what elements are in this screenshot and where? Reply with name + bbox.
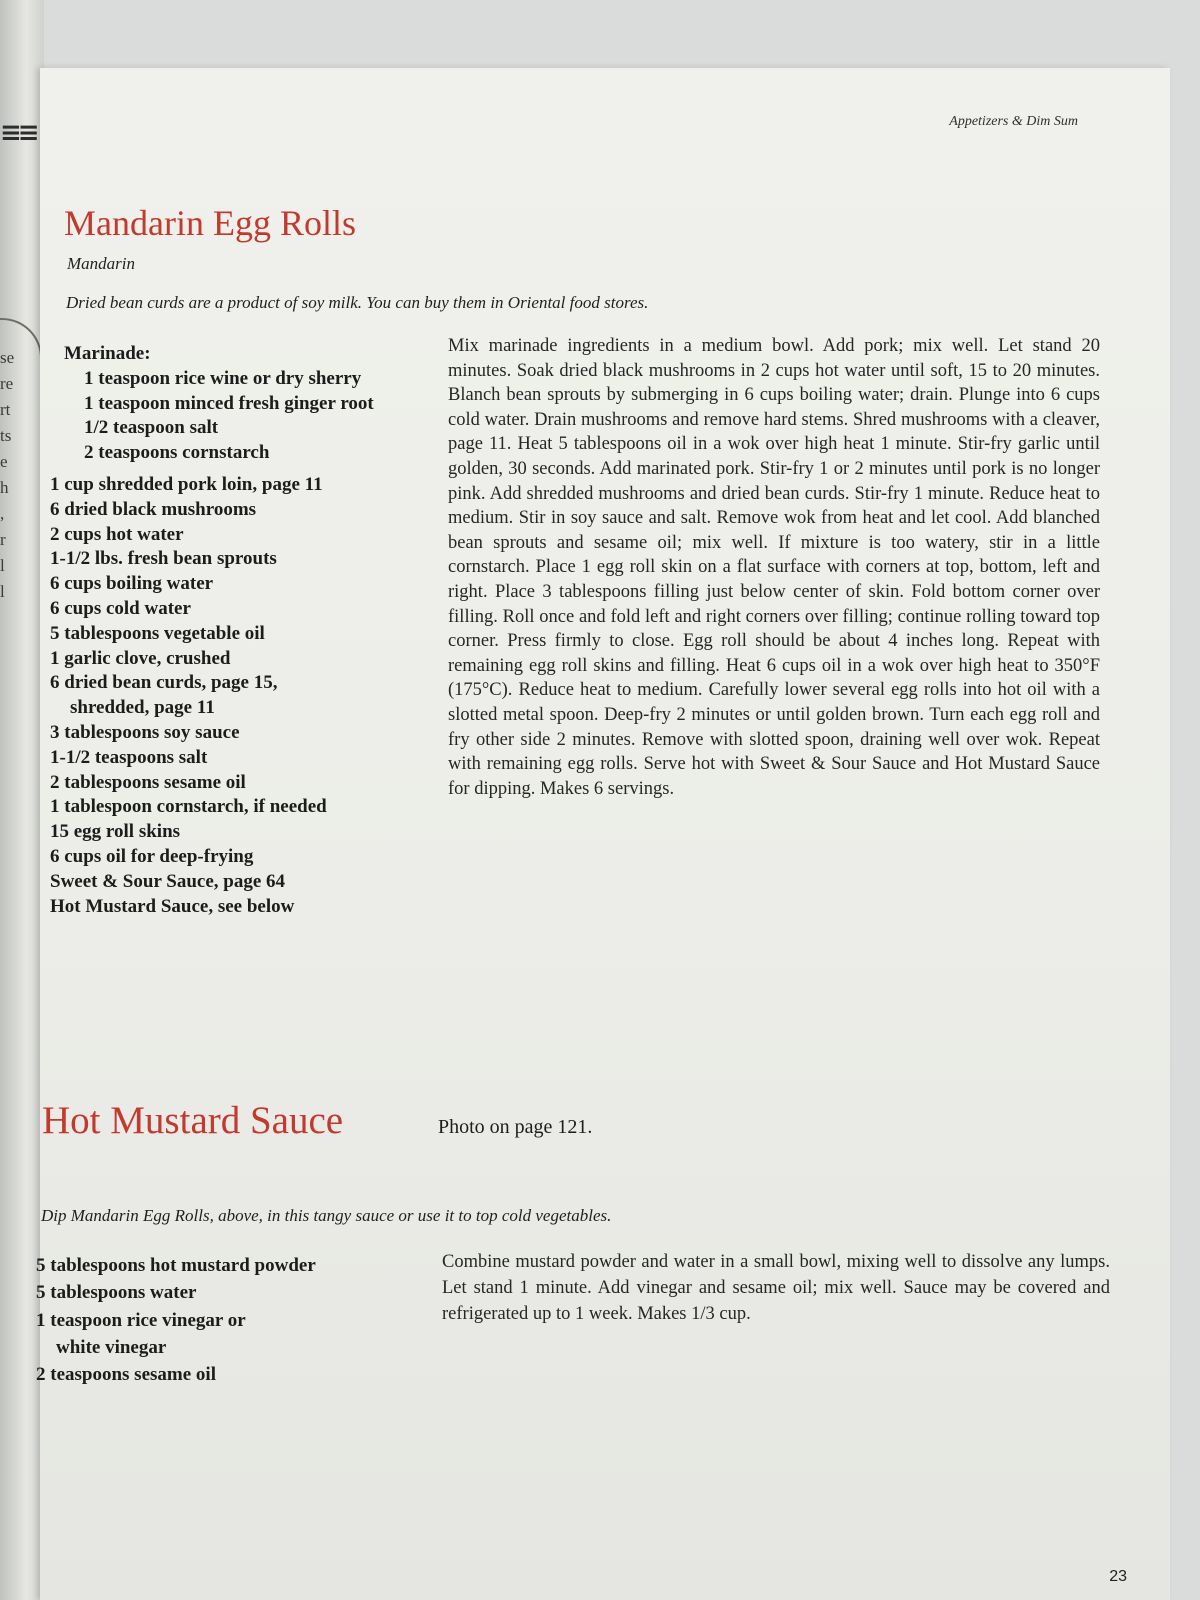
marinade-ingredient: 1 teaspoon minced fresh ginger root xyxy=(84,392,374,414)
text-fragment: e xyxy=(0,452,8,471)
text-fragment: l xyxy=(0,582,5,601)
text-fragment: l xyxy=(0,556,5,575)
ingredient: Sweet & Sour Sauce, page 64 xyxy=(50,870,286,892)
previous-page-text-fragments xyxy=(0,345,20,605)
ingredient: 1 tablespoon cornstarch, if needed xyxy=(50,796,327,818)
ingredient: 1-1/2 lbs. fresh bean sprouts xyxy=(50,548,277,570)
photo-reference: Photo on page 121. xyxy=(438,1116,593,1138)
ingredient: 5 tablespoons hot mustard powder xyxy=(36,1255,316,1276)
ingredient: Hot Mustard Sauce, see below xyxy=(50,895,295,917)
ingredient: 6 cups boiling water xyxy=(50,573,214,595)
recipe-intro-mustard-sauce: Dip Mandarin Egg Rolls, above, in this tangy sauce or use it to top cold vegetables. xyxy=(41,1206,612,1225)
marinade-ingredient: 1/2 teaspoon salt xyxy=(84,417,219,439)
ingredient: 6 dried bean curds, page 15, xyxy=(50,672,278,694)
ingredient: 3 tablespoons soy sauce xyxy=(50,721,240,743)
ingredient: 1 cup shredded pork loin, page 11 xyxy=(50,473,323,495)
marinade-ingredient: 1 teaspoon rice wine or dry sherry xyxy=(84,367,362,389)
marinade-heading: Marinade: xyxy=(64,343,151,364)
marinade-ingredient: 2 teaspoons cornstarch xyxy=(84,442,270,464)
ingredient: 5 tablespoons vegetable oil xyxy=(50,622,265,644)
text-fragment: rt xyxy=(0,400,11,419)
text-fragment: ts xyxy=(0,426,12,445)
ingredient-list-egg-rolls xyxy=(50,342,445,919)
recipe-cuisine-subtitle: Mandarin xyxy=(67,254,135,273)
ingredient: 6 cups cold water xyxy=(50,597,191,619)
page-number: 23 xyxy=(1109,1568,1127,1585)
ingredient-list-mustard-sauce xyxy=(36,1252,416,1388)
ingredient: 15 egg roll skins xyxy=(50,821,181,843)
cookbook-page xyxy=(36,68,1170,1600)
recipe-method-mustard-sauce: Combine mustard powder and water in a small bowl, mixing well to dissolve any lumps. Let stand 1 minute. Add vinegar and sesame oil; mix well. Sauce may be covered and refrigerated up to 1 week. Makes 1/3 cup. xyxy=(442,1252,1110,1324)
running-head: Appetizers & Dim Sum xyxy=(949,114,1078,129)
ingredient: 2 teaspoons sesame oil xyxy=(36,1364,216,1386)
ingredient: 6 dried black mushrooms xyxy=(50,498,257,520)
text-fragment: re xyxy=(0,374,14,393)
greek-key-ornament-icon: ≡≡ xyxy=(0,118,36,148)
ingredient: 2 tablespoons sesame oil xyxy=(50,771,246,793)
ingredient: 1-1/2 teaspoons salt xyxy=(50,746,208,768)
ingredient-continuation: white vinegar xyxy=(56,1336,167,1358)
text-fragment: r xyxy=(0,530,6,549)
ingredient: 1 garlic clove, crushed xyxy=(50,647,231,669)
ingredient: 5 tablespoons water xyxy=(36,1282,197,1304)
ingredient-continuation: shredded, page 11 xyxy=(70,697,215,719)
text-fragment: , xyxy=(0,504,5,523)
ingredient: 6 cups oil for deep-frying xyxy=(50,845,254,867)
ingredient: 2 cups hot water xyxy=(50,523,184,545)
recipe-title-egg-rolls: Mandarin Egg Rolls xyxy=(64,203,356,243)
text-fragment: se xyxy=(0,348,15,367)
recipe-title-mustard-sauce: Hot Mustard Sauce xyxy=(42,1099,344,1142)
text-fragment: h xyxy=(0,478,9,497)
recipe-method-egg-rolls: Mix marinade ingredients in a medium bowl. Add pork; mix well. Let stand 20 minutes. Soak dried black mushrooms in 2 cups hot water until soft, 15 to 20 minutes. Blanch bean sprouts by submerging in 6 cups boiling water; drain. Plunge into 6 cups cold water. Drain mushrooms and remove hard stems. Shred mushrooms with a cleaver, page 11. Heat 5 tablespoons oil in a wok over high heat 1 minute. Stir-fry garlic until golden, 30 seconds. Add marinated pork. Stir-fry 1 or 2 minutes until pork is no longer pink. Add shredded mushrooms and dried bean curds. Stir-fry 1 minute. Reduce heat to medium. Stir in soy sauce and salt. Remove wok from heat and let cool. Add blanched bean sprouts and sesame oil; mix well. If mixture is too watery, stir in a little cornstarch. Place 1 egg roll skin on a flat surface with corners at top, bottom, left and right. Place 3 tablespoons filling just below center of skin. Fold bottom corner over filling. Roll once and fold left and right corners over filling; continue rolling toward top corner. Press firmly to close. Egg roll should be about 4 inches long. Repeat with remaining egg roll skins and filling. Heat 6 cups oil in a wok over high heat to 350°F (175°C). Reduce heat to medium. Carefully lower several egg rolls into hot oil with a slotted metal spoon. Deep-fry 2 minutes or until golden brown. Turn each egg roll and fry other side 2 minutes. Remove with slotted spoon, draining well over wok. Repeat with remaining egg rolls. Serve hot with Sweet & Sour Sauce and Hot Mustard Sauce for dipping. Makes 6 servings. xyxy=(448,336,1100,799)
ingredient: 1 teaspoon rice vinegar or xyxy=(36,1309,246,1331)
recipe-intro-egg-rolls: Dried bean curds are a product of soy milk. You can buy them in Oriental food stores. xyxy=(66,293,649,312)
